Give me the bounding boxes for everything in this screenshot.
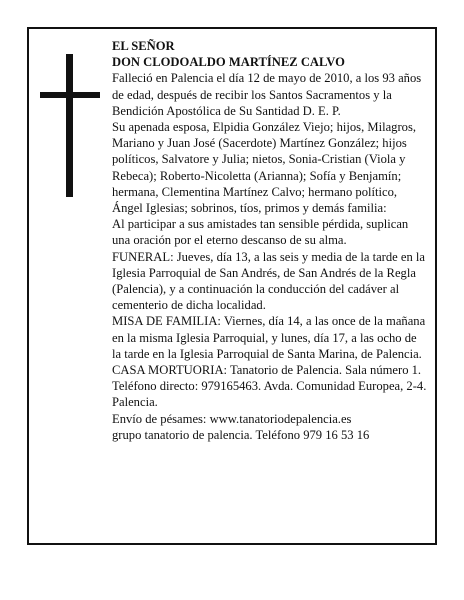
cross-horizontal-bar: [40, 92, 100, 98]
obituary-text: [112, 38, 428, 443]
cross-vertical-bar: [66, 54, 73, 197]
prayer-request: Al participar a sus amistades tan sensible pérdida, suplican una oración por el eterno descanso de su alma.: [112, 217, 409, 248]
latin-cross-icon: [40, 54, 100, 197]
deceased-name: DON CLODOALDO MARTÍNEZ CALVO: [112, 55, 345, 70]
funeral-home-details: CASA MORTUORIA: Tanatorio de Palencia. Sala número 1. Teléfono directo: 979165463. Avda. Comunidad Europea, 2-4. Palencia.: [112, 363, 427, 410]
funeral-details: FUNERAL: Jueves, día 13, a las seis y media de la tarde en la Iglesia Parroquial de San Andrés, de San Andrés de la Regla (Palencia), y a continuación la conducción del cadáver al cementerio de dicha localidad.: [112, 249, 426, 313]
death-announcement: Falleció en Palencia el día 12 de mayo de 2010, a los 93 años de edad, después de recibir los Santos Sacramentos y la Bendición Apostólica de Su Santidad D. E. P.: [112, 71, 422, 118]
family-mass-details: MISA DE FAMILIA: Viernes, día 14, a las once de la mañana en la misma Iglesia Parroquial, y lunes, día 17, a las ocho de la tarde en la Iglesia Parroquial de Santa Marina, de Palencia.: [112, 314, 426, 361]
funeral-group-phone: grupo tanatorio de palencia. Teléfono 979 16 53 16: [112, 427, 370, 442]
family-list: Su apenada esposa, Elpidia González Viejo; hijos, Milagros, Mariano y Juan José (Sacerdote) Martínez González; hijos políticos, Salvatore y Julia; nietos, Sonia-Cristian (Viola y Rebeca); Roberto-Nicoletta (Arianna); Sofía y Benjamín; hermana, Clementina Martínez Calvo; hermano político, Ángel Iglesias; sobrinos, tíos, primos y demás familia:: [112, 120, 416, 216]
title-line-1: EL SEÑOR: [112, 39, 175, 53]
condolences-website: Envío de pésames: www.tanatoriodepalencia.es: [112, 411, 352, 426]
